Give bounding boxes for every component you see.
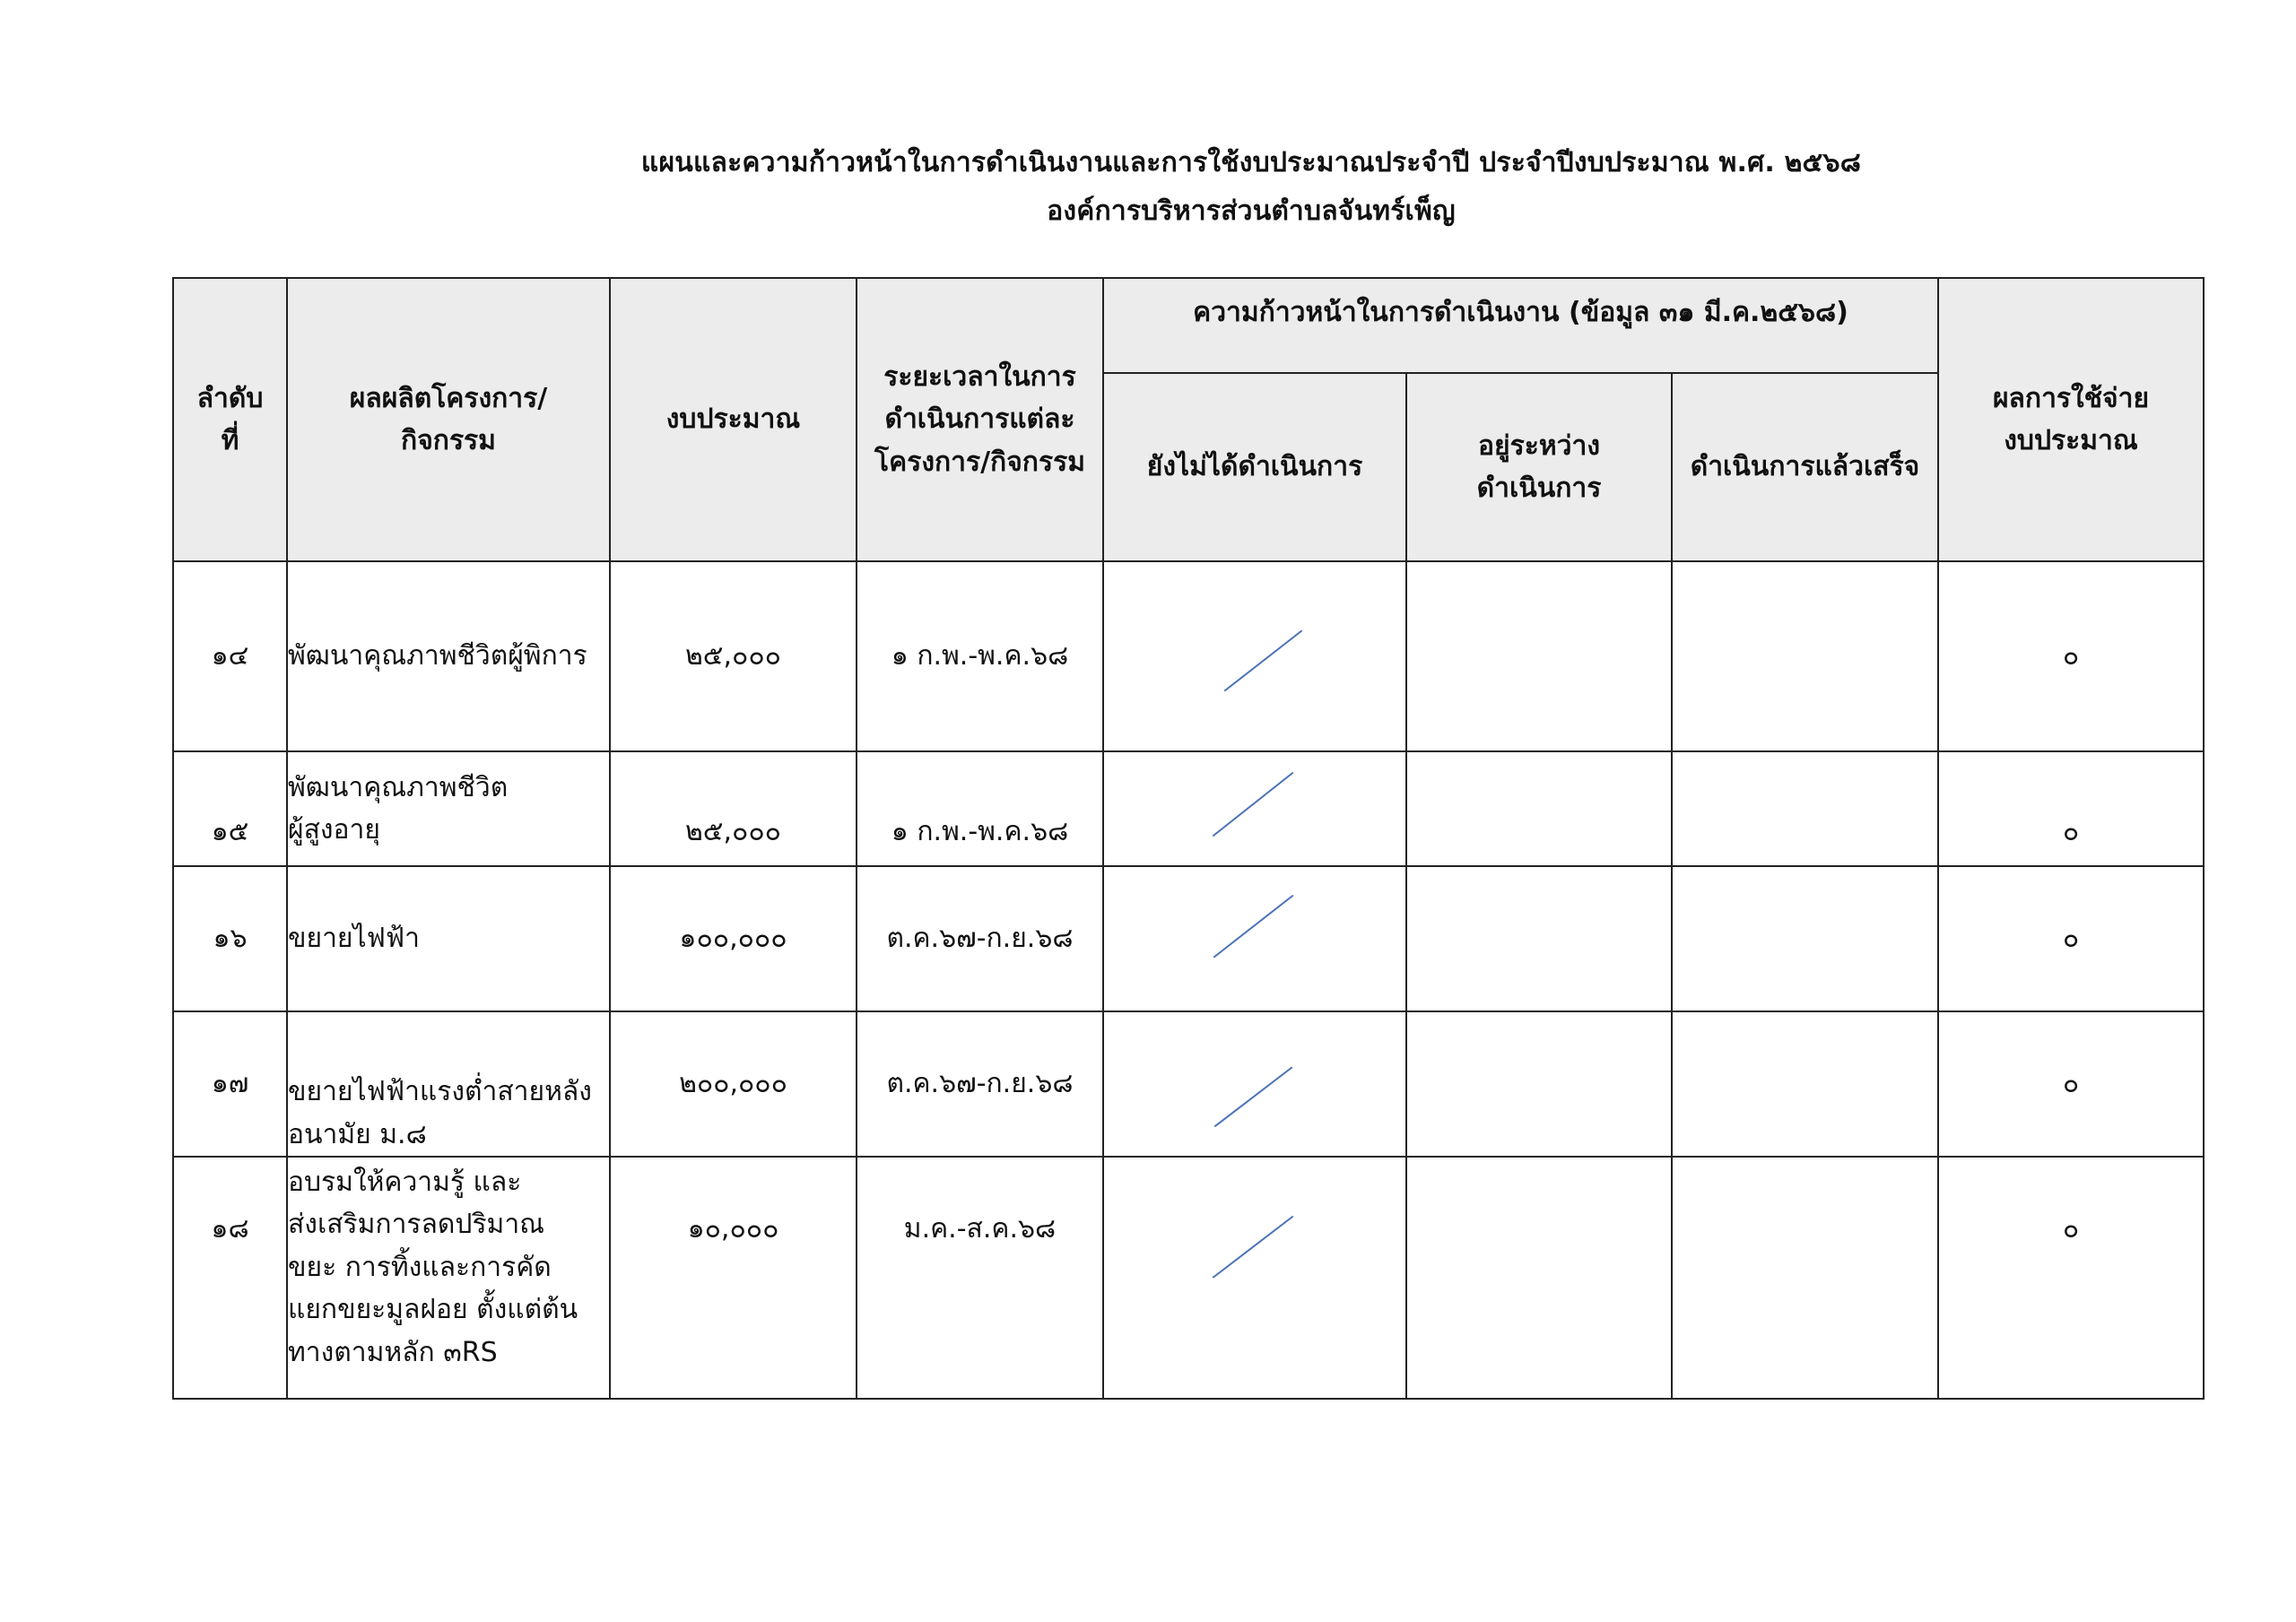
check-slash-icon	[1104, 1012, 1405, 1156]
cell-budget: ๒๐๐,๐๐๐	[610, 1011, 857, 1157]
cell-seq: ๑๖	[173, 866, 287, 1011]
cell-not-started	[1103, 1011, 1406, 1157]
cell-period: ม.ค.-ส.ค.๖๘	[857, 1157, 1103, 1399]
cell-not-started	[1103, 561, 1406, 751]
header-project: ผลผลิตโครงการ/ กิจกรรม	[287, 278, 610, 561]
cell-project: ขยายไฟฟ้าแรงต่ำสายหลัง อนามัย ม.๘	[287, 1011, 610, 1157]
header-seq: ลำดับ ที่	[173, 278, 287, 561]
cell-in-progress	[1406, 751, 1672, 866]
cell-spending: ๐	[1938, 1157, 2204, 1399]
table-row	[173, 866, 2204, 1011]
cell-period: ต.ค.๖๗-ก.ย.๖๘	[857, 1011, 1103, 1157]
cell-period: ต.ค.๖๗-ก.ย.๖๘	[857, 866, 1103, 1011]
cell-budget: ๑๐,๐๐๐	[610, 1157, 857, 1399]
cell-period: ๑ ก.พ.-พ.ค.๖๘	[857, 751, 1103, 866]
cell-spending: ๐	[1938, 561, 2204, 751]
cell-project: พัฒนาคุณภาพชีวิตผู้พิการ	[287, 561, 610, 751]
check-slash-icon	[1104, 752, 1405, 865]
cell-in-progress	[1406, 1157, 1672, 1399]
cell-project: อบรมให้ความรู้ และ ส่งเสริมการลดปริมาณ ขยะ การทิ้งและการคัด แยกขยะมูลฝอย ตั้งแต่ต้น ทางตามหลัก ๓RS	[287, 1157, 610, 1399]
cell-project: พัฒนาคุณภาพชีวิต ผู้สูงอายุ	[287, 751, 610, 866]
cell-in-progress	[1406, 561, 1672, 751]
cell-in-progress	[1406, 1011, 1672, 1157]
cell-seq: ๑๔	[173, 561, 287, 751]
header-budget: งบประมาณ	[610, 278, 857, 561]
header-in-progress: อยู่ระหว่าง ดำเนินการ	[1406, 373, 1672, 561]
cell-completed	[1672, 1157, 1938, 1399]
cell-seq: ๑๕	[173, 751, 287, 866]
cell-spending: ๐	[1938, 751, 2204, 866]
check-slash-icon	[1104, 867, 1405, 1010]
header-progress-group: ความก้าวหน้าในการดำเนินงาน (ข้อมูล ๓๑ มี.ค.๒๕๖๘)	[1103, 278, 1938, 373]
progress-table	[172, 277, 2205, 1400]
check-slash-icon	[1104, 1158, 1405, 1398]
table-row	[173, 751, 2204, 866]
document-title: แผนและความก้าวหน้าในการดำเนินงานและการใช้งบประมาณประจำปี ประจำปีงบประมาณ พ.ศ. ๒๕๖๘	[640, 147, 1862, 178]
cell-seq: ๑๗	[173, 1011, 287, 1157]
cell-budget: ๒๕,๐๐๐	[610, 561, 857, 751]
cell-completed	[1672, 1011, 1938, 1157]
cell-completed	[1672, 866, 1938, 1011]
table-row	[173, 1157, 2204, 1399]
cell-period: ๑ ก.พ.-พ.ค.๖๘	[857, 561, 1103, 751]
table-row	[173, 1011, 2204, 1157]
cell-spending: ๐	[1938, 866, 2204, 1011]
cell-not-started	[1103, 1157, 1406, 1399]
cell-spending: ๐	[1938, 1011, 2204, 1157]
cell-not-started	[1103, 866, 1406, 1011]
table-row	[173, 561, 2204, 751]
check-slash-icon	[1104, 562, 1405, 750]
header-not-started: ยังไม่ได้ดำเนินการ	[1103, 373, 1406, 561]
cell-completed	[1672, 751, 1938, 866]
header-spending: ผลการใช้จ่าย งบประมาณ	[1938, 278, 2204, 561]
cell-in-progress	[1406, 866, 1672, 1011]
cell-completed	[1672, 561, 1938, 751]
cell-not-started	[1103, 751, 1406, 866]
organization-name: องค์การบริหารส่วนตำบลจันทร์เพ็ญ	[1047, 195, 1456, 227]
header-period: ระยะเวลาในการ ดำเนินการแต่ละ โครงการ/กิจกรรม	[857, 278, 1103, 561]
cell-budget: ๒๕,๐๐๐	[610, 751, 857, 866]
header-completed: ดำเนินการแล้วเสร็จ	[1672, 373, 1938, 561]
cell-budget: ๑๐๐,๐๐๐	[610, 866, 857, 1011]
cell-project: ขยายไฟฟ้า	[287, 866, 610, 1011]
cell-seq: ๑๘	[173, 1157, 287, 1399]
